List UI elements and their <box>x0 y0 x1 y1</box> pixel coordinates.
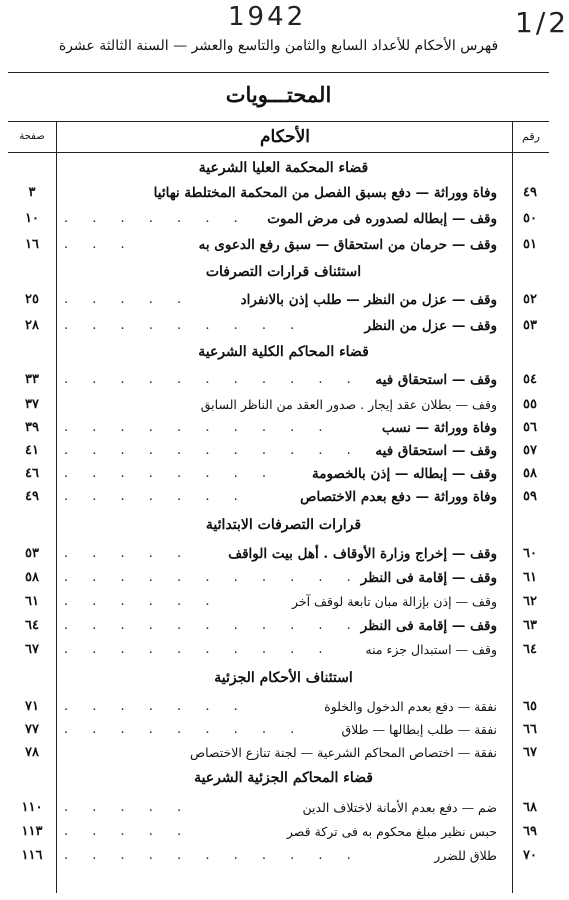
contents-title: المحتـــويات <box>225 82 332 107</box>
row-title: وقف — إخراج وزارة الأوقاف . أهل بيت الواقف <box>228 546 497 562</box>
row-title: وقف — إبطاله — إذن بالخصومة <box>311 466 497 482</box>
row-page: ٦٤ <box>25 618 39 633</box>
row-page: ٢٨ <box>25 318 39 333</box>
table-row <box>8 822 549 844</box>
table-row <box>8 183 549 205</box>
section-heading: استئناف قرارات التصرفات <box>205 264 362 280</box>
leader-dots: . . . . . . . . . . . <box>64 443 361 458</box>
row-number: ٦٦ <box>523 722 537 737</box>
row-title: وقف — استحقاق فيه <box>375 372 497 388</box>
header-number: رقم <box>512 122 549 152</box>
row-title: وفاة ووراثة — نسب <box>381 420 497 436</box>
row-page: ٣ <box>28 185 36 200</box>
table-row <box>8 290 549 312</box>
leader-dots: . . . . . <box>64 800 192 815</box>
row-number: ٦٩ <box>523 824 537 839</box>
header-rule <box>8 72 549 73</box>
row-title: وقف — عزل من النظر <box>364 318 497 334</box>
row-title: وقف — إبطاله لصدوره فى مرض الموت <box>267 211 497 227</box>
row-page: ٣٩ <box>25 420 39 435</box>
row-page: ٧٧ <box>25 722 39 737</box>
leader-dots: . . . . . . . . . <box>64 318 305 333</box>
row-page: ٧٨ <box>25 745 39 760</box>
row-title: وقف — عزل من النظر — طلب إذن بالانفراد <box>240 292 497 308</box>
row-title: نفقة — دفع بعدم الدخول والخلوة <box>324 699 497 714</box>
row-page: ٤٩ <box>25 489 39 504</box>
row-title: حبس نظير مبلغ محكوم به فى تركة قصر <box>286 824 497 839</box>
leader-dots: . . . . . . . . . . . <box>64 372 361 387</box>
leader-dots: . . . . . . . . . . . <box>64 848 361 863</box>
row-title: وقف — إقامة فى النظر <box>360 570 497 586</box>
row-number: ٥٩ <box>523 489 537 504</box>
row-page: ٤٦ <box>25 466 39 481</box>
table-row <box>8 395 549 417</box>
table-row <box>8 743 549 765</box>
row-number: ٦٧ <box>523 745 537 760</box>
leader-dots: . . . . . . . . . . <box>64 642 333 657</box>
section-heading: استئناف الأحكام الجزئية <box>214 670 353 686</box>
leader-dots: . . . . . . . <box>64 699 248 714</box>
leader-dots: . . . . . . . . . . . <box>64 570 361 585</box>
row-page: ١٠ <box>25 211 39 226</box>
row-number: ٦٤ <box>523 642 537 657</box>
table-row <box>8 209 549 231</box>
row-page: ٦٧ <box>25 642 39 657</box>
section-heading: قضاء المحاكم الكلية الشرعية <box>198 344 369 360</box>
leader-dots: . . . . . <box>64 824 192 839</box>
table-row <box>8 798 549 820</box>
row-number: ٦١ <box>523 570 537 585</box>
row-number: ٥٦ <box>523 420 537 435</box>
table-row <box>8 846 549 868</box>
row-title: ضم — دفع بعدم الأمانة لاختلاف الدين <box>302 800 497 815</box>
row-title: نفقة — طلب إبطالها — طلاق <box>341 722 497 737</box>
row-number: ٦٠ <box>523 546 537 561</box>
header-page: صفحة <box>19 131 45 142</box>
column-divider-page <box>56 151 57 893</box>
row-number: ٥٣ <box>523 318 537 333</box>
table-row <box>8 720 549 742</box>
row-number: ٥٢ <box>523 292 537 307</box>
row-page: ٣٣ <box>25 372 39 387</box>
row-number: ٦٥ <box>523 699 537 714</box>
row-page: ٢٥ <box>25 292 39 307</box>
row-number: ٥٥ <box>523 397 537 412</box>
row-number: ٦٢ <box>523 594 537 609</box>
row-number: ٥٨ <box>523 466 537 481</box>
row-page: ٥٨ <box>25 570 39 585</box>
leader-dots: . . . . . <box>64 292 192 307</box>
leader-dots: . . . . . . . . <box>64 466 276 481</box>
handwritten-page-number: 1/2 <box>515 6 569 39</box>
table-row <box>8 640 549 662</box>
table-row <box>8 235 549 257</box>
row-number: ٥٤ <box>523 372 537 387</box>
row-number: ٥٧ <box>523 443 537 458</box>
table-row <box>8 441 549 463</box>
section-heading: قرارات التصرفات الابتدائية <box>205 517 362 533</box>
section-heading: قضاء المحاكم الجزئية الشرعية <box>194 770 373 786</box>
row-title: وقف — حرمان من استحقاق — سبق رفع الدعوى به <box>198 237 497 253</box>
row-page: ٤١ <box>25 443 39 458</box>
row-title: وقف — استبدال جزء منه <box>365 642 497 657</box>
row-page: ١١٣ <box>21 824 43 839</box>
table-row <box>8 464 549 486</box>
header-title: الأحكام <box>56 122 513 152</box>
leader-dots: . . . . . . . . . <box>64 722 305 737</box>
row-page: ١١٦ <box>21 848 43 863</box>
row-title: وقف — إذن بإزالة مبان تابعة لوقف آخر <box>291 594 497 609</box>
table-row <box>8 544 549 566</box>
leader-dots: . . . <box>64 237 135 252</box>
row-page: ٥٣ <box>25 546 39 561</box>
table-row <box>8 487 549 509</box>
row-page: ٦١ <box>25 594 39 609</box>
page-header: فهرس الأحكام للأعداد السابع والثامن والتاسع والعشر — السنة الثالثة عشرة <box>58 38 499 54</box>
row-page: ٣٧ <box>25 397 39 412</box>
row-title: وفاة ووراثة — دفع بعدم الاختصاص <box>300 489 497 505</box>
section-heading: قضاء المحكمة العليا الشرعية <box>198 160 369 176</box>
table-row <box>8 697 549 719</box>
table-row <box>8 418 549 440</box>
row-number: ٤٩ <box>523 185 537 200</box>
table-row <box>8 316 549 338</box>
row-title: وقف — إقامة فى النظر <box>360 618 497 634</box>
row-page: ٧١ <box>25 699 39 714</box>
row-number: ٦٨ <box>523 800 537 815</box>
row-number: ٥٠ <box>523 211 537 226</box>
row-title: طلاق للضرر <box>434 848 497 863</box>
table-header <box>8 121 549 153</box>
leader-dots: . . . . . . . . . . . <box>64 618 361 633</box>
row-title: نفقة — اختصاص المحاكم الشرعية — لجنة تنازع الاختصاص <box>189 745 497 760</box>
column-divider-number <box>512 151 513 893</box>
row-number: ٧٠ <box>523 848 537 863</box>
row-title: وفاة ووراثة — دفع بسبق الفصل من المحكمة المختلطة نهائيا <box>153 185 497 201</box>
leader-dots: . . . . . . <box>64 594 220 609</box>
row-title: وقف — استحقاق فيه <box>375 443 497 459</box>
row-number: ٥١ <box>523 237 537 252</box>
leader-dots: . . . . . . . . . . <box>64 420 333 435</box>
row-number: ٦٣ <box>523 618 537 633</box>
row-title: وقف — بطلان عقد إيجار . صدور العقد من الناظر السابق <box>200 397 497 412</box>
table-row <box>8 592 549 614</box>
row-page: ١٦ <box>25 237 39 252</box>
table-row <box>8 568 549 590</box>
table-row <box>8 616 549 638</box>
leader-dots: . . . . . . . <box>64 211 248 226</box>
leader-dots: . . . . . <box>64 546 192 561</box>
row-page: ١١٠ <box>21 800 43 815</box>
table-row <box>8 370 549 392</box>
handwritten-year: 1942 <box>228 2 307 32</box>
leader-dots: . . . . . . . <box>64 489 248 504</box>
